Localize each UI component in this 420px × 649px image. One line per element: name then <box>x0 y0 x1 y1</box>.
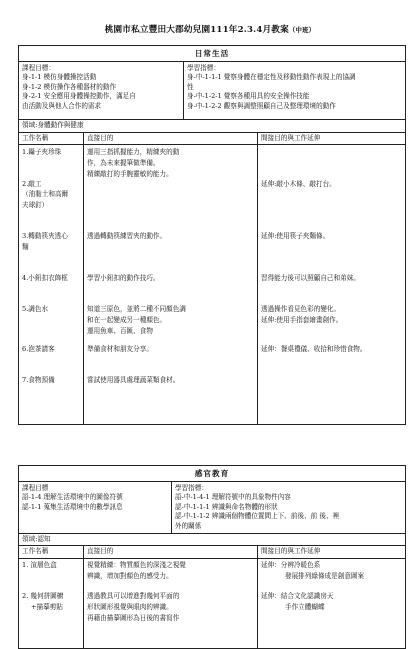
indicator-line: 語-中-1-4-1 理解符號中的具象物件內容 <box>175 493 291 502</box>
learning-indicators-cell <box>172 482 406 534</box>
direct-purpose-column <box>84 145 258 425</box>
goal-line: 語-1-4 理解生活環境中的圖像符號 <box>22 493 123 502</box>
indicator-line: 性 <box>187 82 194 91</box>
indirect-line: 延伸:使用筷子夾麵條。 <box>261 232 330 241</box>
purpose-line: 和在一起變成另一種顏色。 <box>87 316 167 325</box>
indirect-line: 延伸：餐桌禮儀、收拾和珍惜食物。 <box>261 345 367 354</box>
work-item: 6.泡茶請客 <box>22 345 55 354</box>
indicator-line: 認-中-1-1-1 辨識與命名物體的形狀 <box>175 502 278 511</box>
goal-line: 身-1-1 模仿身體操控活動 <box>22 73 97 82</box>
work-item: 5.調色水 <box>22 305 49 314</box>
section-heading-daily-life: 日常生活 <box>19 46 406 62</box>
column-header-indirect: 間接目的與工作延伸 <box>258 546 406 559</box>
indirect-purpose-column <box>258 558 406 648</box>
indirect-line: 延伸:使用手指套繪畫創作。 <box>261 316 343 325</box>
work-item: 3.轉動筷夾透心 <box>22 232 68 241</box>
indirect-line: 延伸：結合文化認識房天 <box>261 591 334 600</box>
goal-line: 身-1-2 模仿操作各種器材的動作 <box>22 82 117 91</box>
purpose-line: 運用魚車、百匯、食物 <box>87 327 153 336</box>
purpose-line: 嘗試使用器具處理蔬菜類食材。 <box>87 376 180 385</box>
purpose-line: 視覺精練：物質顏色的深淺之視覺 <box>87 560 186 569</box>
indirect-purpose-column <box>258 145 406 425</box>
direct-purpose-column <box>84 558 258 648</box>
indirect-line: 習得能力後可以照顧自己和弟妹。 <box>261 274 360 283</box>
indirect-line: 手作立體蝴蝶 <box>285 602 325 611</box>
purpose-line: 再藉由描摹圖形為日後的書寫作 <box>87 613 180 622</box>
work-item-note: （油黏土和高爾 <box>22 190 69 199</box>
work-name-column <box>19 558 84 648</box>
work-item: 2. 幾何拼圖櫥 <box>22 591 64 600</box>
purpose-line: 作，為未來握筆做準備。 <box>87 159 160 168</box>
purpose-line: 準備食材和朋友分享。 <box>87 345 153 354</box>
column-header-purpose: 直接目的 <box>84 546 258 559</box>
column-header-purpose: 直接目的 <box>84 132 258 145</box>
indicators-label: 學習指標： <box>175 483 208 492</box>
purpose-line: 知道三原色，並將二種不同顏色調 <box>87 305 186 314</box>
section-heading-sensorial: 感官教育 <box>19 466 406 482</box>
purpose-line: 辨識，增加對顏色的感受力。 <box>87 571 173 580</box>
indirect-line: 發展排列綠條成是創意圖案 <box>285 571 365 580</box>
page-title: 桃園市私立豐田大郡幼兒園111年2.3.4月教案（中班） <box>104 25 316 35</box>
goals-label: 課程目標： <box>22 63 55 72</box>
purpose-line: 形狀圖形視覺與眼肉的辨識。 <box>87 602 173 611</box>
indicator-line: 認-中-1-1-2 辨識兩個物體位置間上下、前後、前 後、裡 <box>175 512 340 521</box>
course-goals-cell <box>19 62 184 120</box>
indicator-line: 身-中-1-2-2 觀察與調整照顧自己及整理環境的動作 <box>187 101 336 110</box>
work-item-cont: 麵 <box>22 243 29 252</box>
goals-label: 課程目標 <box>22 483 49 492</box>
indicator-line: 外的關係 <box>175 521 202 530</box>
work-item-note: 夫球釘） <box>22 201 49 210</box>
sensorial-table <box>18 465 406 649</box>
purpose-line: 學習小鈕扣的動作技巧。 <box>87 274 160 283</box>
indirect-line: 延伸：分辨冷暖色系 <box>261 560 321 569</box>
work-item: 1.鑷子夾珍珠 <box>22 148 62 157</box>
purpose-line: 透過教具可以增進對幾何平面的 <box>87 591 180 600</box>
purpose-line: 透過轉動筷練習夾的動作。 <box>87 232 167 241</box>
indicators-label: 學習指標： <box>187 63 220 72</box>
course-goals-cell <box>19 482 172 534</box>
purpose-line: 精練敲打的手腕靈敏的能力。 <box>87 170 173 179</box>
column-header-indirect: 間接目的與工作延伸 <box>258 132 406 145</box>
goal-line: 身-2-1 安全應用身體操控動作，滿足自 <box>22 92 136 101</box>
work-item-cont: +描摹剪貼 <box>31 602 63 611</box>
indirect-line: 透過操作看見色彩的變化。 <box>261 305 341 314</box>
goal-line: 由活動及與他人合作的需求 <box>22 101 102 110</box>
column-header-work: 工作名稱 <box>19 546 84 559</box>
work-name-column <box>19 145 84 425</box>
work-item: 2.敲工 <box>22 180 42 189</box>
work-item: 4.小鈕扣衣飾框 <box>22 274 68 283</box>
purpose-line: 運用三指抓握能力，精練夾的動 <box>87 148 180 157</box>
indicator-line: 身-中-1-2-1 覺察各種用具的安全操作技能 <box>187 92 310 101</box>
work-item: 7.食物預備 <box>22 376 55 385</box>
goal-line: 認-1-1 蒐集生活環境中的數學訊息 <box>22 502 123 511</box>
learning-indicators-cell <box>184 62 406 120</box>
daily-life-table <box>18 45 406 425</box>
domain-label: 領域:認知 <box>19 533 406 546</box>
work-item: 1. 渲層色盒 <box>22 560 57 569</box>
column-header-work: 工作名稱 <box>19 132 84 145</box>
domain-label: 領域:身體動作與健康 <box>19 120 406 133</box>
indicator-line: 身-中-1-1-1 覺察身體在穩定性及移動性動作表現上的協調 <box>187 73 356 82</box>
indirect-line: 延伸:敲小木條、敲打台。 <box>261 180 336 189</box>
class-tag: （中班） <box>288 26 316 34</box>
